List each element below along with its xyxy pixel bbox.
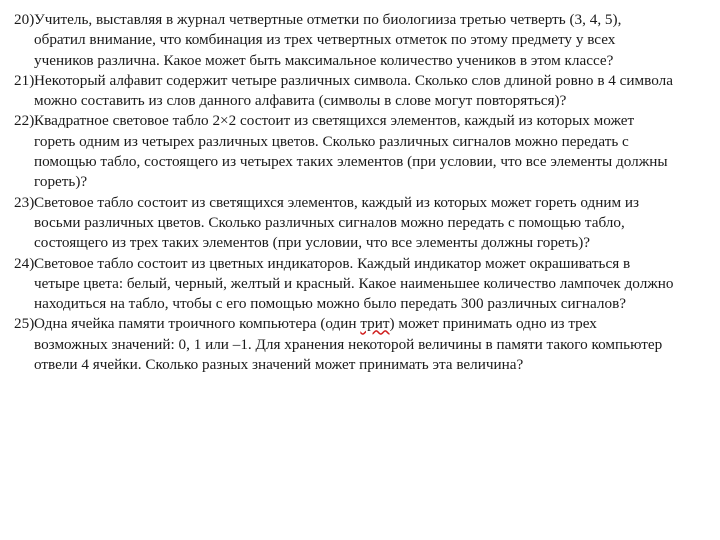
task-number: 20) xyxy=(14,11,35,28)
task-text-line: гореть одним из четырех различных цветов. Сколько различных сигналов можно передать с xyxy=(34,132,629,150)
task-20 xyxy=(14,10,704,71)
task-text-line: можно составить из слов данного алфавита (символы в слове могут повторяться)? xyxy=(34,92,567,110)
task-number: 23) xyxy=(14,193,35,211)
task-text-line: гореть)? xyxy=(34,173,88,191)
task-text-line: отвели 4 ячейки. Сколько разных значений может принимать эта величина? xyxy=(34,356,524,374)
task-list xyxy=(14,10,704,375)
task-text-line: восьми различных цветов. Сколько различных сигналов можно передать с помощью табло, xyxy=(34,213,625,231)
task-text-line: обратил внимание, что комбинация из трех четвертных отметок по этому предмету у всех xyxy=(34,31,616,49)
task-text-line: четыре цвета: белый, черный, желтый и красный. Какое наименьшее количество лампочек должно xyxy=(34,274,674,292)
task-text-line: возможных значений: 0, 1 или –1. Для хранения некоторой величины в памяти такого компьютер xyxy=(34,335,663,353)
task-text-line: Одна ячейка памяти троичного компьютера (один трит) может принимать одно из трех xyxy=(34,315,597,333)
task-text-line: находиться на табло, чтобы с его помощью можно было передать 300 различных сигналов? xyxy=(34,295,626,313)
task-text-line: Квадратное световое табло 2×2 состоит из светящихся элементов, каждый из которых может xyxy=(34,112,635,130)
task-24 xyxy=(14,254,704,315)
task-text-line: состоящего из трех таких элементов (при условии, что все элементы должны гореть)? xyxy=(34,234,591,252)
task-25 xyxy=(14,314,704,375)
task-text-line: учеников различна. Какое может быть максимальное количество учеников в этом классе? xyxy=(34,51,614,69)
task-text-line: помощью табло, состоящего из четырех таких элементов (при условии, что все элементы должны xyxy=(34,153,668,171)
task-text-line: Учитель, выставляя в журнал четвертные отметки по биологииза третью четверть (3, 4, 5), xyxy=(34,11,622,28)
task-number: 25) xyxy=(14,315,35,333)
task-text-line: Световое табло состоит из светящихся элементов, каждый из которых может гореть одним из xyxy=(34,193,640,211)
task-number: 21) xyxy=(14,71,35,89)
task-text-line: Световое табло состоит из цветных индикаторов. Каждый индикатор может окрашиваться в xyxy=(34,254,631,272)
task-text-line: Некоторый алфавит содержит четыре различных символа. Сколько слов длиной ровно в 4 символа xyxy=(34,71,673,89)
task-21 xyxy=(14,71,704,112)
task-number: 24) xyxy=(14,254,35,272)
task-22 xyxy=(14,111,704,192)
task-number: 22) xyxy=(14,112,35,130)
spellcheck-underlined-word: трит xyxy=(360,315,390,333)
task-23 xyxy=(14,193,704,254)
